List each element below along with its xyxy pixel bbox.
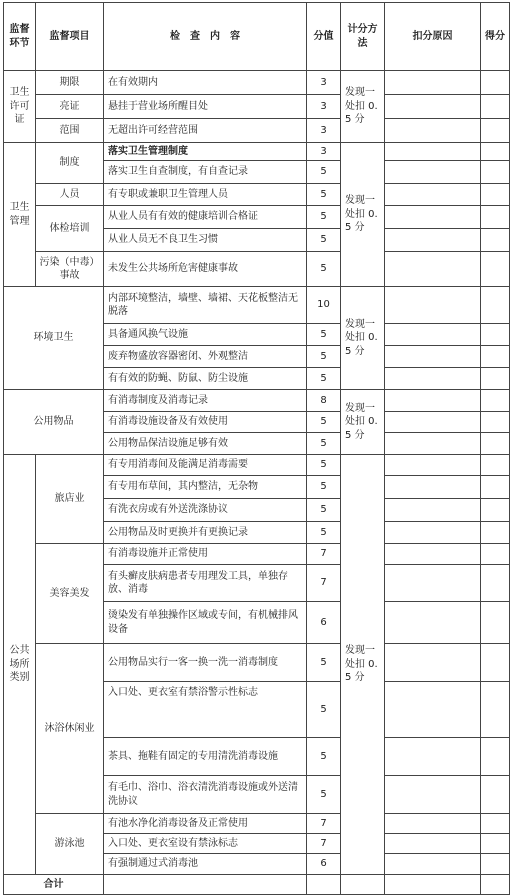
deduct-reason-cell[interactable] bbox=[385, 544, 481, 565]
item-health: 体检培训 bbox=[36, 206, 104, 252]
points-cell[interactable] bbox=[481, 814, 510, 834]
total-label: 合计 bbox=[4, 875, 104, 895]
deduct-reason-cell[interactable] bbox=[385, 346, 481, 368]
points-cell[interactable] bbox=[481, 324, 510, 346]
points-cell[interactable] bbox=[481, 476, 510, 499]
row-score: 5 bbox=[307, 682, 341, 738]
points-cell[interactable] bbox=[481, 455, 510, 476]
row-content: 废弃物盛放容器密闭、外观整洁 bbox=[104, 346, 307, 368]
deduct-reason-cell[interactable] bbox=[385, 644, 481, 682]
points-cell[interactable] bbox=[481, 776, 510, 814]
deduct-reason-cell[interactable] bbox=[385, 854, 481, 875]
points-cell[interactable] bbox=[481, 499, 510, 522]
row-content: 茶具、拖鞋有固定的专用清洗消毒设施 bbox=[104, 738, 307, 776]
method-cell: 发现一处扣 0.5 分 bbox=[341, 287, 385, 390]
table-row bbox=[4, 455, 510, 476]
row-score: 7 bbox=[307, 814, 341, 834]
item-hotel: 旅店业 bbox=[36, 455, 104, 544]
table-row bbox=[4, 544, 510, 565]
table-row bbox=[4, 143, 510, 161]
points-cell[interactable] bbox=[481, 522, 510, 544]
row-content: 有洗衣房或有外送洗涤协议 bbox=[104, 499, 307, 522]
table-row bbox=[4, 287, 510, 324]
item-pollution: 污染（中毒）事故 bbox=[36, 252, 104, 287]
row-score: 5 bbox=[307, 455, 341, 476]
deduct-reason-cell[interactable] bbox=[385, 161, 481, 184]
row-score: 5 bbox=[307, 161, 341, 184]
row-content: 有专用消毒间及能满足消毒需要 bbox=[104, 455, 307, 476]
row-content: 有毛巾、浴巾、浴衣清洗消毒设施或外送清洗协议 bbox=[104, 776, 307, 814]
deduct-reason-cell[interactable] bbox=[385, 390, 481, 412]
row-score: 5 bbox=[307, 522, 341, 544]
row-score: 3 bbox=[307, 71, 341, 95]
item-beauty: 美容美发 bbox=[36, 544, 104, 644]
row-score: 5 bbox=[307, 499, 341, 522]
row-content: 落实卫生自查制度，有自查记录 bbox=[104, 161, 307, 184]
row-content: 从业人员无不良卫生习惯 bbox=[104, 229, 307, 252]
deduct-reason-cell[interactable] bbox=[385, 738, 481, 776]
points-cell[interactable] bbox=[481, 95, 510, 119]
points-cell[interactable] bbox=[481, 854, 510, 875]
deduct-reason-cell[interactable] bbox=[385, 184, 481, 206]
deduct-reason-cell[interactable] bbox=[385, 455, 481, 476]
row-score: 7 bbox=[307, 834, 341, 854]
row-score: 5 bbox=[307, 776, 341, 814]
row-score: 3 bbox=[307, 95, 341, 119]
row-content: 有消毒制度及消毒记录 bbox=[104, 390, 307, 412]
points-cell[interactable] bbox=[481, 602, 510, 644]
deduct-reason-cell[interactable] bbox=[385, 433, 481, 455]
section-public-items: 公用物品 bbox=[4, 390, 104, 455]
row-content: 落实卫生管理制度 bbox=[104, 143, 307, 161]
header-item: 监督项目 bbox=[36, 3, 104, 71]
row-content: 有头癣皮肤病患者专用理发工具，单独存放、消毒 bbox=[104, 565, 307, 602]
item-display: 亮证 bbox=[36, 95, 104, 119]
method-cell: 发现一处扣 0.5 分 bbox=[341, 71, 385, 143]
row-score: 3 bbox=[307, 143, 341, 161]
header-score: 分值 bbox=[307, 3, 341, 71]
points-cell[interactable] bbox=[481, 287, 510, 324]
deduct-reason-cell[interactable] bbox=[385, 522, 481, 544]
points-cell[interactable] bbox=[481, 229, 510, 252]
points-cell[interactable] bbox=[481, 644, 510, 682]
row-score: 5 bbox=[307, 184, 341, 206]
item-system: 制度 bbox=[36, 143, 104, 184]
row-score: 5 bbox=[307, 229, 341, 252]
row-content: 有专职或兼职卫生管理人员 bbox=[104, 184, 307, 206]
deduct-reason-cell[interactable] bbox=[385, 368, 481, 390]
section-venue-category: 公共场所类别 bbox=[4, 455, 36, 875]
row-score: 7 bbox=[307, 544, 341, 565]
row-score: 5 bbox=[307, 368, 341, 390]
row-content: 入口处、更衣室设有禁泳标志 bbox=[104, 834, 307, 854]
points-cell[interactable] bbox=[481, 738, 510, 776]
points-cell[interactable] bbox=[481, 71, 510, 95]
deduct-reason-cell[interactable] bbox=[385, 206, 481, 229]
row-content: 公用物品实行一客一换一洗一消毒制度 bbox=[104, 644, 307, 682]
inspection-table bbox=[3, 2, 510, 895]
row-content: 从业人员有有效的健康培训合格证 bbox=[104, 206, 307, 229]
points-cell[interactable] bbox=[481, 390, 510, 412]
item-pool: 游泳池 bbox=[36, 814, 104, 875]
method-cell: 发现一处扣 0.5 分 bbox=[341, 455, 385, 875]
points-cell[interactable] bbox=[481, 206, 510, 229]
points-cell[interactable] bbox=[481, 834, 510, 854]
row-score: 10 bbox=[307, 287, 341, 324]
row-content: 具备通风换气设施 bbox=[104, 324, 307, 346]
points-cell[interactable] bbox=[481, 544, 510, 565]
points-cell[interactable] bbox=[481, 412, 510, 433]
points-cell[interactable] bbox=[481, 252, 510, 287]
row-score: 5 bbox=[307, 324, 341, 346]
points-cell[interactable] bbox=[481, 682, 510, 738]
points-cell[interactable] bbox=[481, 143, 510, 161]
deduct-reason-cell[interactable] bbox=[385, 814, 481, 834]
row-content: 公用物品及时更换并有更换记录 bbox=[104, 522, 307, 544]
row-content: 入口处、更衣室有禁浴警示性标志 bbox=[104, 682, 307, 738]
row-content: 无超出许可经营范围 bbox=[104, 119, 307, 143]
table-row bbox=[4, 71, 510, 95]
row-content: 在有效期内 bbox=[104, 71, 307, 95]
table-row bbox=[4, 252, 510, 287]
header-row bbox=[4, 3, 510, 71]
method-cell: 发现一处扣 0.5 分 bbox=[341, 143, 385, 287]
row-score: 5 bbox=[307, 476, 341, 499]
item-bath: 沐浴休闲业 bbox=[36, 644, 104, 814]
row-content: 悬挂于营业场所醒目处 bbox=[104, 95, 307, 119]
deduct-reason-cell[interactable] bbox=[385, 324, 481, 346]
method-cell: 发现一处扣 0.5 分 bbox=[341, 390, 385, 455]
points-cell[interactable] bbox=[481, 161, 510, 184]
row-content: 烫染发有单独操作区域或专间，有机械排风设备 bbox=[104, 602, 307, 644]
deduct-reason-cell[interactable] bbox=[385, 476, 481, 499]
points-cell[interactable] bbox=[481, 368, 510, 390]
table-row bbox=[4, 206, 510, 229]
points-cell[interactable] bbox=[481, 433, 510, 455]
section-environment: 环境卫生 bbox=[4, 287, 104, 390]
row-score: 5 bbox=[307, 738, 341, 776]
deduct-reason-cell[interactable] bbox=[385, 834, 481, 854]
row-score: 5 bbox=[307, 644, 341, 682]
row-score: 5 bbox=[307, 433, 341, 455]
header-stage: 监督环节 bbox=[4, 3, 36, 71]
row-content: 有专用布草间，其内整洁，无杂物 bbox=[104, 476, 307, 499]
header-reason: 扣分原因 bbox=[385, 3, 481, 71]
deduct-reason-cell[interactable] bbox=[385, 71, 481, 95]
item-period: 期限 bbox=[36, 71, 104, 95]
row-content: 有强制通过式消毒池 bbox=[104, 854, 307, 875]
points-cell[interactable] bbox=[481, 184, 510, 206]
points-cell[interactable] bbox=[481, 119, 510, 143]
row-content: 公用物品保洁设施足够有效 bbox=[104, 433, 307, 455]
row-content: 有池水净化消毒设备及正常使用 bbox=[104, 814, 307, 834]
row-content: 有消毒设施并正常使用 bbox=[104, 544, 307, 565]
deduct-reason-cell[interactable] bbox=[385, 682, 481, 738]
row-score: 5 bbox=[307, 252, 341, 287]
row-score: 8 bbox=[307, 390, 341, 412]
deduct-reason-cell[interactable] bbox=[385, 143, 481, 161]
section-license: 卫生许可证 bbox=[4, 71, 36, 143]
row-score: 5 bbox=[307, 346, 341, 368]
row-content: 有有效的防蝇、防鼠、防尘设施 bbox=[104, 368, 307, 390]
deduct-reason-cell[interactable] bbox=[385, 229, 481, 252]
row-score: 6 bbox=[307, 602, 341, 644]
deduct-reason-cell[interactable] bbox=[385, 287, 481, 324]
row-score: 6 bbox=[307, 854, 341, 875]
table-row bbox=[4, 814, 510, 834]
deduct-reason-cell[interactable] bbox=[385, 119, 481, 143]
row-content: 未发生公共场所危害健康事故 bbox=[104, 252, 307, 287]
deduct-reason-cell[interactable] bbox=[385, 602, 481, 644]
deduct-reason-cell[interactable] bbox=[385, 252, 481, 287]
table-row bbox=[4, 644, 510, 682]
deduct-reason-cell[interactable] bbox=[385, 95, 481, 119]
row-content: 内部环境整洁，墙壁、墙裙、天花板整洁无脱落 bbox=[104, 287, 307, 324]
table-row bbox=[4, 390, 510, 412]
item-staff: 人员 bbox=[36, 184, 104, 206]
deduct-reason-cell[interactable] bbox=[385, 776, 481, 814]
row-content: 有消毒设施设备及有效使用 bbox=[104, 412, 307, 433]
deduct-reason-cell[interactable] bbox=[385, 499, 481, 522]
deduct-reason-cell[interactable] bbox=[385, 412, 481, 433]
deduct-reason-cell[interactable] bbox=[385, 565, 481, 602]
row-score: 7 bbox=[307, 565, 341, 602]
table-row bbox=[4, 95, 510, 119]
row-score: 5 bbox=[307, 412, 341, 433]
points-cell[interactable] bbox=[481, 346, 510, 368]
item-scope: 范围 bbox=[36, 119, 104, 143]
header-content: 检 查 内 容 bbox=[104, 3, 307, 71]
table-row bbox=[4, 184, 510, 206]
row-score: 5 bbox=[307, 206, 341, 229]
section-management: 卫生管理 bbox=[4, 143, 36, 287]
header-points: 得分 bbox=[481, 3, 510, 71]
table-row bbox=[4, 119, 510, 143]
points-cell[interactable] bbox=[481, 565, 510, 602]
header-method: 计分方法 bbox=[341, 3, 385, 71]
row-score: 3 bbox=[307, 119, 341, 143]
